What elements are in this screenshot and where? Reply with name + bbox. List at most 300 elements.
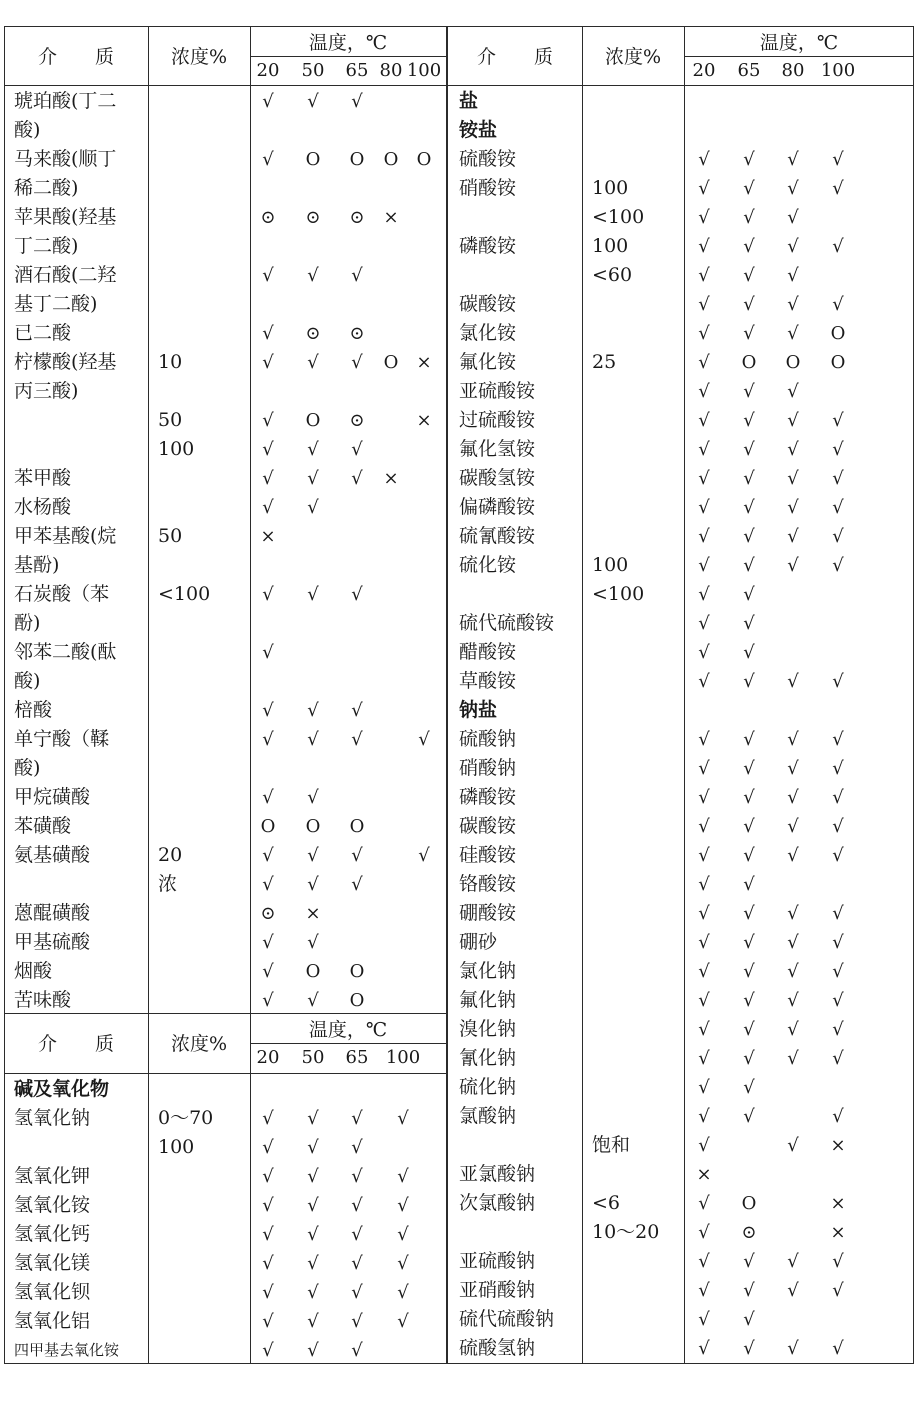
right-row-resistance-mark: √ xyxy=(832,816,844,837)
lower-row-resistance-mark: √ xyxy=(397,1282,409,1303)
right-row-resistance-mark: √ xyxy=(832,932,844,953)
right-row-resistance-mark: √ xyxy=(743,990,755,1011)
lower-row-resistance-mark: √ xyxy=(262,1253,274,1274)
right-row-resistance-mark: √ xyxy=(698,1135,710,1156)
left-row-medium-name: 琥珀酸(丁二 xyxy=(14,90,117,112)
left-row-medium-name: 酚) xyxy=(14,612,41,634)
left-row-resistance-mark: √ xyxy=(307,729,319,750)
right-row-resistance-mark: √ xyxy=(698,381,710,402)
left-row-medium-name: 甲基硫酸 xyxy=(14,931,91,953)
right-row-resistance-mark: √ xyxy=(698,207,710,228)
lower-row-concentration: 0～70 xyxy=(158,1107,214,1129)
right-row-medium-name: 磷酸铵 xyxy=(459,786,517,808)
right-row-concentration: 饱和 xyxy=(592,1134,631,1156)
lower-row-resistance-mark: √ xyxy=(307,1224,319,1245)
right-row-resistance-mark: √ xyxy=(698,816,710,837)
right-row-medium-name: 硼砂 xyxy=(459,931,498,953)
center-divider xyxy=(446,26,448,1364)
lower-header-bottom xyxy=(4,1073,448,1074)
right-temp-divider xyxy=(684,26,685,1364)
right-row-resistance-mark: × xyxy=(830,1135,846,1156)
right-row-resistance-mark: √ xyxy=(698,178,710,199)
right-row-medium-name: 硫酸钠 xyxy=(459,728,517,750)
left-row-resistance-mark: √ xyxy=(262,439,274,460)
left-temp-subline xyxy=(250,56,446,57)
left-row-resistance-mark: √ xyxy=(262,323,274,344)
left-row-resistance-mark: O xyxy=(349,149,365,170)
right-row-medium-name: 氰化钠 xyxy=(459,1047,517,1069)
right-row-resistance-mark: √ xyxy=(832,468,844,489)
left-row-resistance-mark: √ xyxy=(418,729,430,750)
lower-row-resistance-mark: √ xyxy=(351,1311,363,1332)
left-row-medium-name: 丙三酸) xyxy=(14,380,79,402)
right-row-resistance-mark: √ xyxy=(698,729,710,750)
left-temp-header: 温度，℃ xyxy=(308,32,388,54)
left-row-resistance-mark: √ xyxy=(262,410,274,431)
right-row-resistance-mark: √ xyxy=(832,787,844,808)
right-row-resistance-mark: √ xyxy=(787,149,799,170)
right-row-resistance-mark: √ xyxy=(787,990,799,1011)
right-row-concentration: 100 xyxy=(592,235,629,257)
right-row-resistance-mark: √ xyxy=(787,1019,799,1040)
left-row-resistance-mark: ⊙ xyxy=(305,207,321,228)
right-row-resistance-mark: √ xyxy=(787,1338,799,1359)
right-row-medium-name: 草酸铵 xyxy=(459,670,517,692)
right-row-resistance-mark: √ xyxy=(743,265,755,286)
right-row-resistance-mark: √ xyxy=(698,642,710,663)
right-row-resistance-mark: √ xyxy=(743,816,755,837)
right-row-resistance-mark: √ xyxy=(698,1251,710,1272)
right-row-resistance-mark: √ xyxy=(698,149,710,170)
left-row-medium-name: 石炭酸（苯 xyxy=(14,583,110,605)
right-row-concentration: <100 xyxy=(592,583,645,605)
right-row-resistance-mark: √ xyxy=(787,932,799,953)
right-row-resistance-mark: √ xyxy=(787,1280,799,1301)
left-row-resistance-mark: O xyxy=(305,816,321,837)
right-row-resistance-mark: √ xyxy=(743,1309,755,1330)
right-row-medium-name: 硝酸钠 xyxy=(459,757,517,779)
right-row-medium-name: 钠盐 xyxy=(459,699,498,721)
lower-row-resistance-mark: √ xyxy=(262,1108,274,1129)
right-row-resistance-mark: O xyxy=(830,323,846,344)
left-row-resistance-mark: √ xyxy=(307,497,319,518)
right-row-resistance-mark: √ xyxy=(832,961,844,982)
right-row-resistance-mark: √ xyxy=(743,671,755,692)
left-row-resistance-mark: × xyxy=(260,526,276,547)
left-row-concentration: 浓 xyxy=(158,873,178,895)
lower-row-concentration: 100 xyxy=(158,1136,195,1158)
right-conc-header: 浓度% xyxy=(604,46,662,68)
right-row-medium-name: 氟化铵 xyxy=(459,351,517,373)
left-row-medium-name: 邻苯二酸(酞 xyxy=(14,641,117,663)
right-row-resistance-mark: √ xyxy=(832,671,844,692)
right-row-resistance-mark: √ xyxy=(832,526,844,547)
left-row-resistance-mark: √ xyxy=(307,584,319,605)
lower-row-resistance-mark: √ xyxy=(262,1195,274,1216)
left-conc-header: 浓度% xyxy=(170,46,228,68)
right-row-medium-name: 盐 xyxy=(459,90,479,112)
left-row-resistance-mark: √ xyxy=(262,874,274,895)
left-row-resistance-mark: √ xyxy=(307,787,319,808)
left-temp-tick-65: 65 xyxy=(345,60,369,81)
right-row-resistance-mark: √ xyxy=(787,323,799,344)
right-row-resistance-mark: √ xyxy=(698,584,710,605)
right-conc-divider xyxy=(582,26,583,1364)
right-row-resistance-mark: √ xyxy=(698,1048,710,1069)
left-row-medium-name: 丁二酸) xyxy=(14,235,79,257)
right-row-medium-name: 次氯酸钠 xyxy=(459,1192,536,1214)
lower-temp-tick-50: 50 xyxy=(301,1047,325,1068)
right-row-resistance-mark: √ xyxy=(787,729,799,750)
right-row-medium-name: 氟化氢铵 xyxy=(459,438,536,460)
lower-row-resistance-mark: √ xyxy=(262,1166,274,1187)
right-row-concentration: <6 xyxy=(592,1192,621,1214)
right-row-resistance-mark: √ xyxy=(698,410,710,431)
right-row-resistance-mark: √ xyxy=(743,178,755,199)
lower-row-medium-name: 氢氧化钡 xyxy=(14,1281,91,1303)
left-row-resistance-mark: √ xyxy=(351,439,363,460)
right-row-resistance-mark: √ xyxy=(698,497,710,518)
lower-row-resistance-mark: √ xyxy=(307,1195,319,1216)
right-row-medium-name: 过硫酸铵 xyxy=(459,409,536,431)
right-row-resistance-mark: √ xyxy=(787,497,799,518)
right-row-resistance-mark: O xyxy=(741,1193,757,1214)
right-row-resistance-mark: √ xyxy=(787,671,799,692)
right-row-resistance-mark: √ xyxy=(698,671,710,692)
right-row-concentration: 100 xyxy=(592,554,629,576)
lower-row-resistance-mark: √ xyxy=(307,1282,319,1303)
right-row-resistance-mark: √ xyxy=(787,265,799,286)
right-row-resistance-mark: O xyxy=(741,352,757,373)
left-temp-divider xyxy=(250,26,251,1364)
right-row-resistance-mark: √ xyxy=(743,845,755,866)
right-row-resistance-mark: O xyxy=(785,352,801,373)
right-row-medium-name: 硫代硫酸铵 xyxy=(459,612,555,634)
left-row-resistance-mark: √ xyxy=(262,642,274,663)
lower-row-resistance-mark: √ xyxy=(397,1195,409,1216)
left-row-resistance-mark: O xyxy=(260,816,276,837)
left-row-resistance-mark: √ xyxy=(351,468,363,489)
left-row-concentration: 10 xyxy=(158,351,183,373)
left-row-resistance-mark: √ xyxy=(262,584,274,605)
lower-row-resistance-mark: √ xyxy=(307,1253,319,1274)
table-right-border xyxy=(913,26,914,1364)
right-row-concentration: 25 xyxy=(592,351,617,373)
right-row-resistance-mark: √ xyxy=(787,555,799,576)
right-row-resistance-mark: √ xyxy=(832,1106,844,1127)
left-row-medium-name: 甲烷磺酸 xyxy=(14,786,91,808)
right-row-resistance-mark: √ xyxy=(698,1338,710,1359)
left-row-medium-name: 苯磺酸 xyxy=(14,815,72,837)
right-row-resistance-mark: √ xyxy=(698,874,710,895)
right-row-medium-name: 硫酸氢钠 xyxy=(459,1337,536,1359)
lower-row-resistance-mark: √ xyxy=(351,1253,363,1274)
right-row-medium-name: 铬酸铵 xyxy=(459,873,517,895)
lower-row-resistance-mark: √ xyxy=(397,1108,409,1129)
left-row-resistance-mark: √ xyxy=(351,845,363,866)
right-row-resistance-mark: √ xyxy=(832,1019,844,1040)
left-temp-tick-100: 100 xyxy=(406,60,442,81)
left-row-resistance-mark: × xyxy=(383,207,399,228)
right-row-resistance-mark: √ xyxy=(743,1077,755,1098)
left-row-resistance-mark: √ xyxy=(307,845,319,866)
left-row-resistance-mark: √ xyxy=(262,265,274,286)
left-row-medium-name: 酸) xyxy=(14,757,41,779)
lower-medium-header: 介 质 xyxy=(37,1033,114,1055)
table-top-border xyxy=(4,26,914,27)
right-row-resistance-mark: √ xyxy=(787,758,799,779)
left-row-resistance-mark: × xyxy=(305,903,321,924)
right-row-concentration: 10～20 xyxy=(592,1221,660,1243)
left-row-resistance-mark: √ xyxy=(351,700,363,721)
left-row-resistance-mark: √ xyxy=(351,729,363,750)
left-row-medium-name: 基丁二酸) xyxy=(14,293,98,315)
right-header-bottom xyxy=(684,85,914,86)
left-row-resistance-mark: √ xyxy=(307,990,319,1011)
right-row-resistance-mark: × xyxy=(696,1164,712,1185)
right-row-resistance-mark: √ xyxy=(743,758,755,779)
right-row-resistance-mark: √ xyxy=(787,845,799,866)
left-row-resistance-mark: √ xyxy=(307,352,319,373)
right-row-resistance-mark: √ xyxy=(743,555,755,576)
left-row-resistance-mark: √ xyxy=(262,729,274,750)
right-row-resistance-mark: × xyxy=(830,1222,846,1243)
right-row-resistance-mark: √ xyxy=(698,1222,710,1243)
right-row-resistance-mark: × xyxy=(830,1193,846,1214)
right-temp-tick-20: 20 xyxy=(692,60,716,81)
lower-row-resistance-mark: √ xyxy=(307,1311,319,1332)
left-row-medium-name: 马来酸(顺丁 xyxy=(14,148,117,170)
left-row-resistance-mark: ⊙ xyxy=(260,903,276,924)
right-row-resistance-mark: √ xyxy=(698,439,710,460)
right-row-resistance-mark: √ xyxy=(698,236,710,257)
left-row-resistance-mark: √ xyxy=(307,265,319,286)
lower-row-resistance-mark: √ xyxy=(262,1282,274,1303)
left-header-bottom xyxy=(4,85,448,86)
left-row-resistance-mark: O xyxy=(305,410,321,431)
left-row-resistance-mark: √ xyxy=(262,468,274,489)
right-row-resistance-mark: √ xyxy=(787,439,799,460)
right-row-resistance-mark: √ xyxy=(743,874,755,895)
left-row-medium-name: 酒石酸(二羟 xyxy=(14,264,117,286)
right-row-resistance-mark: √ xyxy=(743,932,755,953)
left-row-medium-name: 甲苯基酸(烷 xyxy=(14,525,117,547)
lower-row-medium-name: 氢氧化钙 xyxy=(14,1223,91,1245)
right-row-resistance-mark: √ xyxy=(698,526,710,547)
right-row-resistance-mark: √ xyxy=(698,758,710,779)
lower-row-resistance-mark: √ xyxy=(351,1195,363,1216)
right-row-resistance-mark: √ xyxy=(832,439,844,460)
left-row-resistance-mark: √ xyxy=(418,845,430,866)
left-row-resistance-mark: × xyxy=(416,410,432,431)
right-row-resistance-mark: √ xyxy=(743,410,755,431)
right-row-resistance-mark: √ xyxy=(787,381,799,402)
right-row-resistance-mark: √ xyxy=(832,497,844,518)
right-row-resistance-mark: √ xyxy=(698,787,710,808)
right-row-resistance-mark: √ xyxy=(832,845,844,866)
right-row-medium-name: 硫氰酸铵 xyxy=(459,525,536,547)
lower-temp-tick-100: 100 xyxy=(385,1047,421,1068)
right-row-medium-name: 铵盐 xyxy=(459,119,498,141)
right-row-resistance-mark: √ xyxy=(787,468,799,489)
left-row-medium-name: 单宁酸（鞣 xyxy=(14,728,110,750)
right-row-resistance-mark: √ xyxy=(743,526,755,547)
left-row-resistance-mark: √ xyxy=(262,352,274,373)
right-row-resistance-mark: √ xyxy=(832,555,844,576)
lower-row-medium-name: 四甲基去氧化铵 xyxy=(14,1341,120,1359)
left-row-resistance-mark: √ xyxy=(262,961,274,982)
right-row-resistance-mark: √ xyxy=(743,439,755,460)
right-row-medium-name: 硼酸铵 xyxy=(459,902,517,924)
right-row-concentration: <60 xyxy=(592,264,633,286)
lower-row-resistance-mark: √ xyxy=(351,1224,363,1245)
right-row-resistance-mark: √ xyxy=(698,352,710,373)
left-row-medium-name: 苹果酸(羟基 xyxy=(14,206,117,228)
lower-row-resistance-mark: √ xyxy=(307,1108,319,1129)
right-row-resistance-mark: √ xyxy=(743,497,755,518)
right-row-medium-name: 氯化钠 xyxy=(459,960,517,982)
right-row-resistance-mark: √ xyxy=(698,555,710,576)
lower-row-resistance-mark: √ xyxy=(397,1253,409,1274)
lower-row-medium-name: 氢氧化铵 xyxy=(14,1194,91,1216)
left-row-resistance-mark: × xyxy=(416,352,432,373)
right-temp-tick-65: 65 xyxy=(737,60,761,81)
left-row-resistance-mark: √ xyxy=(262,91,274,112)
lower-row-resistance-mark: √ xyxy=(262,1224,274,1245)
left-row-medium-name: 酸) xyxy=(14,119,41,141)
left-row-resistance-mark: √ xyxy=(262,932,274,953)
left-row-concentration: 100 xyxy=(158,438,195,460)
right-row-resistance-mark: √ xyxy=(832,149,844,170)
left-medium-header: 介 质 xyxy=(37,46,114,68)
left-row-medium-name: 棓酸 xyxy=(14,699,53,721)
right-row-resistance-mark: √ xyxy=(698,932,710,953)
left-row-medium-name: 稀二酸) xyxy=(14,177,79,199)
left-row-resistance-mark: √ xyxy=(307,439,319,460)
lower-row-medium-name: 氢氧化铝 xyxy=(14,1310,91,1332)
lower-row-resistance-mark: √ xyxy=(307,1166,319,1187)
right-row-resistance-mark: √ xyxy=(832,294,844,315)
left-row-resistance-mark: √ xyxy=(351,584,363,605)
lower-row-resistance-mark: √ xyxy=(351,1282,363,1303)
left-row-resistance-mark: √ xyxy=(262,149,274,170)
right-medium-header: 介 质 xyxy=(476,46,553,68)
right-row-resistance-mark: √ xyxy=(743,787,755,808)
right-row-resistance-mark: √ xyxy=(698,1106,710,1127)
lower-row-resistance-mark: √ xyxy=(351,1166,363,1187)
right-row-medium-name: 亚硝酸钠 xyxy=(459,1279,536,1301)
right-conc-header-bottom xyxy=(582,85,684,86)
left-row-medium-name: 苦味酸 xyxy=(14,989,72,1011)
lower-temp-tick-65: 65 xyxy=(345,1047,369,1068)
left-row-concentration: 50 xyxy=(158,409,183,431)
right-row-resistance-mark: √ xyxy=(698,1019,710,1040)
right-medium-header-bottom xyxy=(448,85,582,86)
right-row-resistance-mark: √ xyxy=(787,1048,799,1069)
left-row-resistance-mark: × xyxy=(383,468,399,489)
left-row-resistance-mark: √ xyxy=(307,700,319,721)
lower-row-resistance-mark: √ xyxy=(262,1311,274,1332)
left-row-resistance-mark: √ xyxy=(307,932,319,953)
right-row-medium-name: 碳酸铵 xyxy=(459,293,517,315)
left-row-resistance-mark: ⊙ xyxy=(305,323,321,344)
left-row-resistance-mark: √ xyxy=(351,91,363,112)
left-row-resistance-mark: O xyxy=(349,816,365,837)
lower-temp-subline xyxy=(250,1043,446,1044)
right-row-resistance-mark: √ xyxy=(832,1251,844,1272)
left-row-resistance-mark: √ xyxy=(262,845,274,866)
right-row-resistance-mark: √ xyxy=(787,236,799,257)
lower-row-resistance-mark: √ xyxy=(351,1340,363,1361)
right-row-resistance-mark: √ xyxy=(787,961,799,982)
right-row-resistance-mark: √ xyxy=(743,729,755,750)
right-row-resistance-mark: √ xyxy=(698,265,710,286)
right-row-resistance-mark: √ xyxy=(832,758,844,779)
left-row-medium-name: 基酚) xyxy=(14,554,60,576)
left-temp-tick-80: 80 xyxy=(379,60,403,81)
left-row-medium-name: 水杨酸 xyxy=(14,496,72,518)
right-row-medium-name: 偏磷酸铵 xyxy=(459,496,536,518)
right-row-resistance-mark: √ xyxy=(698,1280,710,1301)
lower-row-resistance-mark: √ xyxy=(262,1340,274,1361)
right-row-resistance-mark: √ xyxy=(698,613,710,634)
left-row-resistance-mark: √ xyxy=(307,91,319,112)
right-row-resistance-mark: √ xyxy=(698,845,710,866)
left-row-resistance-mark: O xyxy=(349,990,365,1011)
right-row-resistance-mark: √ xyxy=(787,816,799,837)
right-row-resistance-mark: √ xyxy=(743,1251,755,1272)
left-row-medium-name: 烟酸 xyxy=(14,960,53,982)
right-temp-subline xyxy=(684,56,914,57)
left-row-medium-name: 柠檬酸(羟基 xyxy=(14,351,117,373)
right-row-resistance-mark: √ xyxy=(787,787,799,808)
left-row-resistance-mark: O xyxy=(416,149,432,170)
lower-row-medium-name: 碱及氧化物 xyxy=(14,1078,110,1100)
left-conc-divider xyxy=(148,26,149,1364)
right-row-resistance-mark: √ xyxy=(698,323,710,344)
right-row-resistance-mark: √ xyxy=(832,1280,844,1301)
left-row-resistance-mark: √ xyxy=(351,352,363,373)
right-row-resistance-mark: √ xyxy=(743,584,755,605)
right-row-resistance-mark: √ xyxy=(787,410,799,431)
left-row-medium-name: 氨基磺酸 xyxy=(14,844,91,866)
right-row-resistance-mark: √ xyxy=(698,1193,710,1214)
lower-row-resistance-mark: √ xyxy=(307,1137,319,1158)
lower-row-medium-name: 氢氧化钠 xyxy=(14,1107,91,1129)
right-row-resistance-mark: √ xyxy=(743,1048,755,1069)
right-temp-header: 温度，℃ xyxy=(759,32,839,54)
right-row-resistance-mark: √ xyxy=(698,1077,710,1098)
right-temp-tick-100: 100 xyxy=(820,60,856,81)
left-row-resistance-mark: √ xyxy=(307,468,319,489)
lower-row-resistance-mark: √ xyxy=(351,1137,363,1158)
lower-row-resistance-mark: √ xyxy=(351,1108,363,1129)
lower-temp-tick-20: 20 xyxy=(256,1047,280,1068)
lower-row-medium-name: 氢氧化镁 xyxy=(14,1252,91,1274)
right-row-resistance-mark: √ xyxy=(832,1048,844,1069)
left-row-resistance-mark: ⊙ xyxy=(349,207,365,228)
left-row-medium-name: 已二酸 xyxy=(14,322,72,344)
right-row-medium-name: 亚氯酸钠 xyxy=(459,1163,536,1185)
right-row-resistance-mark: √ xyxy=(743,642,755,663)
right-row-resistance-mark: √ xyxy=(743,468,755,489)
right-row-medium-name: 氯化铵 xyxy=(459,322,517,344)
right-row-resistance-mark: √ xyxy=(743,381,755,402)
left-row-resistance-mark: √ xyxy=(262,990,274,1011)
left-temp-tick-50: 50 xyxy=(301,60,325,81)
right-row-resistance-mark: √ xyxy=(743,613,755,634)
right-row-resistance-mark: √ xyxy=(787,294,799,315)
